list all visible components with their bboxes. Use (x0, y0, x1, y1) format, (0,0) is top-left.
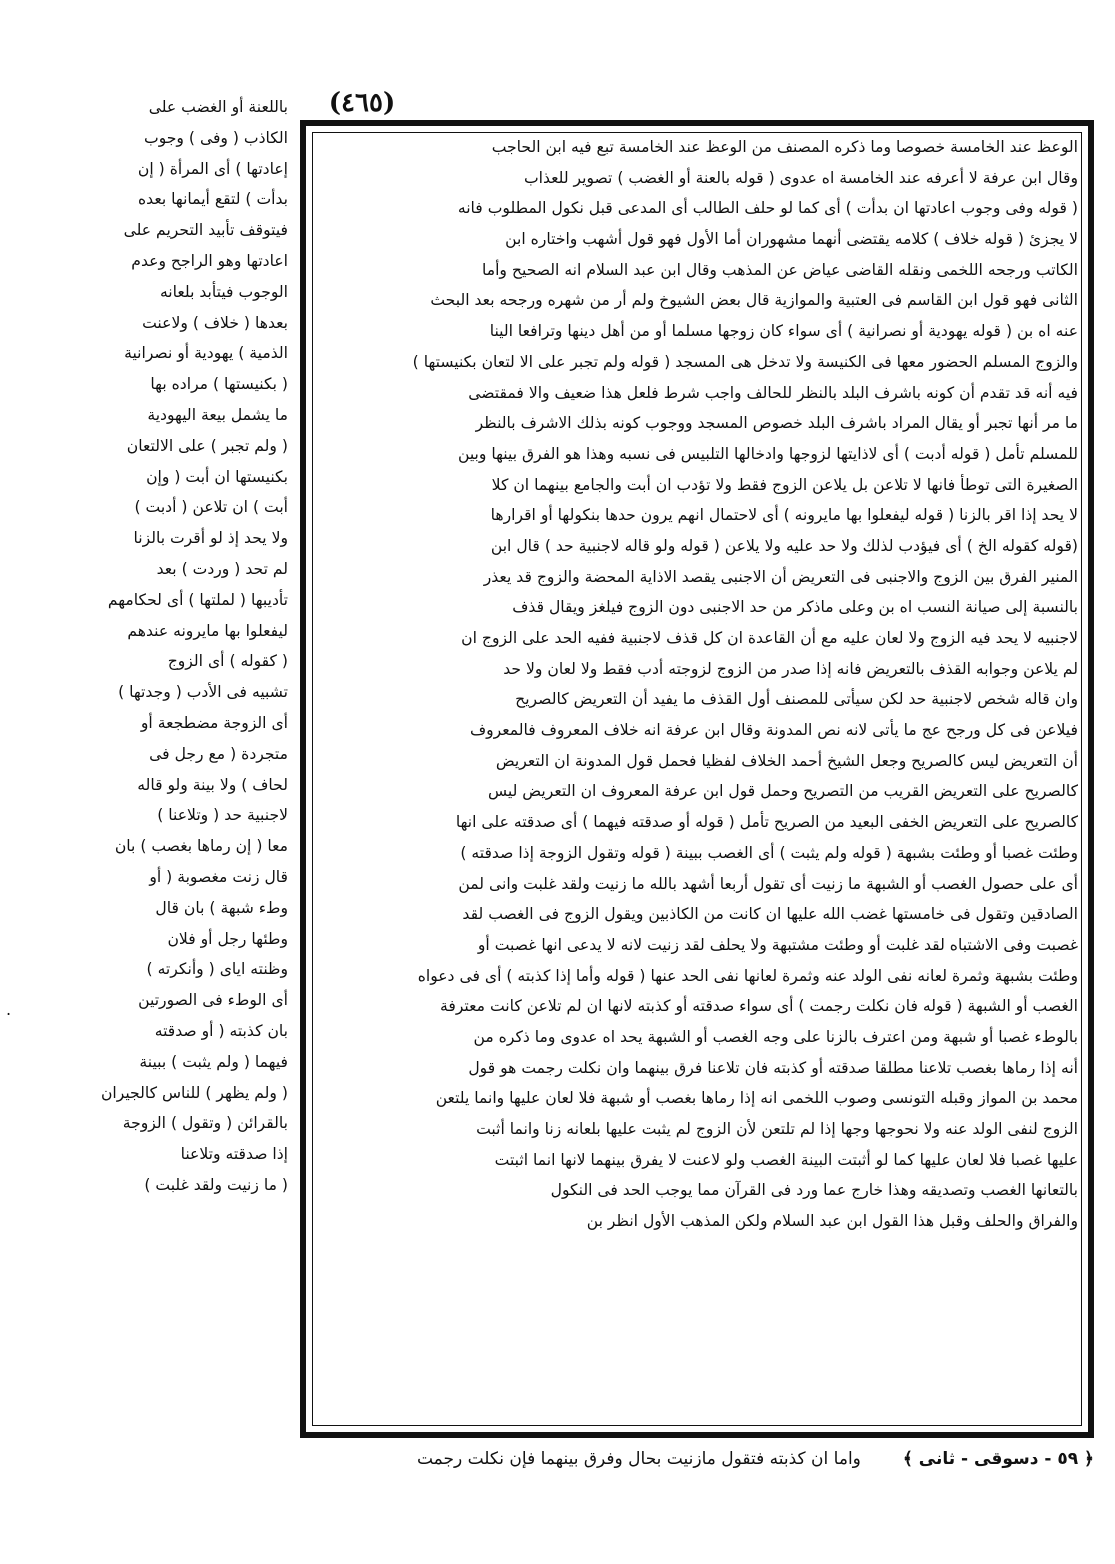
main-text-line: لاجنبيه لا يحد فيه الزوج ولا لعان عليه مع أن القاعدة ان كل قذف لاجنبية ففيه الحد على الزوج ان (461, 629, 1078, 647)
margin-text-line: ( ولم تجبر ) على الالتعان (126, 436, 288, 455)
margin-text-line: ( بكنيستها ) مراده بها (150, 375, 288, 394)
main-text-line: لا يحد إذا اقر بالزنا ( قوله ليفعلوا بها مايرونه ) أى لاحتمال انهم يرون حدها بنكولها أو اقرارها (490, 506, 1078, 525)
margin-text-line: اعادتها وهو الراجح وعدم (131, 251, 288, 270)
margin-text-line: إعادتها ) أى المرأة ( إن (137, 159, 288, 178)
margin-text-line: بكنيستها ان أبت ( وإن (146, 467, 288, 486)
main-text-line: الصادقين وتقول فى خامستها غضب الله عليها ان كانت من الكاذبين ويقول الزوج فى الغصب لقد (462, 905, 1078, 924)
margin-text-line: ( ما زنيت ولقد غلبت ) (144, 1175, 288, 1194)
main-text-line: أنه إذا رماها بغصب تلاعنا مطلقا صدقته أو كذبته فان تلاعنا فرق بينهما وان نكلت رجمت هو قول (468, 1058, 1078, 1077)
main-text-line: أن التعريض ليس كالصريح وجعل الشيخ أحمد الخلاف لفظيا فحمل قول المدونة ان التعريض (495, 751, 1078, 770)
main-text-line: لا يجزئ ( قوله خلاف ) كلامه يقتضى أنهما مشهوران أما الأول فهو قول أشهب واختاره ابن (505, 230, 1078, 249)
margin-text-line: الكاذب ( وفى ) وجوب (144, 128, 288, 147)
main-text-line: كالصريح على التعريض القريب من التصريح وحمل قول ابن عرفة المعروف ان التعريض ليس (488, 782, 1078, 801)
main-text-line: وقال ابن عرفة لا أعرفه عند الخامسة اه عدوى ( قوله بالعنة أو الغضب ) تصوير للعذاب (523, 168, 1078, 187)
margin-text-line: بدأت ) لتقع أيمانها بعده (137, 190, 288, 209)
margin-text-line: وطئها رجل أو فلان (167, 929, 288, 948)
margin-text-line: لاجنبية حد ( وتلاعنا ) (157, 806, 288, 825)
main-text-line: الزوج لنفى الولد عنه ولا نحوجها وجها إذا لم تلتعن لأن الزوج لم يثبت عليها بلعانه زنا وانما أثبت (476, 1120, 1078, 1138)
margin-text-line: إذا صدقته وتلاعنا (180, 1145, 288, 1164)
main-text-line: غصبت وفى الاشتباه لقد غلبت أو وطئت مشتبهة ولا يحلف لقد زنيت لانه لا يدعى انها غصبت أو (477, 935, 1078, 954)
page-footer (300, 1442, 1094, 1476)
margin-text-line: تأديبها ( لملتها ) أى لحكامهم (107, 590, 288, 609)
margin-text-line: لحاف ) ولا بينة ولو قاله (137, 775, 288, 794)
margin-text-line: وطء شبهة ) بان قال (155, 898, 288, 917)
main-text-line: الوعظ عند الخامسة خصوصا وما ذكره المصنف من الوعظ عند الخامسة تبع فيه ابن الحاجب (491, 138, 1078, 156)
main-text-line: الغصب أو الشبهة ( قوله فان نكلت رجمت ) أى سواء صدقته أو كذبته لانها ان لم تلاعن كانت معترفة (440, 997, 1078, 1016)
margin-text-line: أبت ) ان تلاعن ( أدبت ) (134, 498, 288, 517)
margin-text-line: متجردة ( مع رجل فى (149, 744, 288, 763)
main-text-line: بالنسبة إلى صيانة النسب اه بن وعلى ماذكر من حد الاجنبى دون الزوج فيلغز ويقال قذف (512, 598, 1078, 617)
margin-text-line: فيهما ( ولم يثبت ) ببينة (139, 1052, 288, 1071)
margin-text-line: بعدها ( خلاف ) ولاعنت (142, 313, 288, 332)
main-text-line: والفراق والحلف وقبل هذا القول ابن عبد السلام ولكن المذهب الأول انظر بن (586, 1212, 1078, 1231)
margin-text-line: معا ( إن رماها بغصب ) بان (114, 837, 288, 856)
main-text-line: بالوطء غصبا أو شبهة ومن اعترف بالزنا على وجه الغصب أو الشبهة يحد اه عدوى وما ذكره من (473, 1027, 1078, 1046)
main-text-line: محمد بن المواز وقبله التونسى وصوب اللخمى انه إذا رماها بغصب أو شبهة فلا لعان عليها وانما يلتعن (435, 1089, 1078, 1108)
main-text-line: فيلاعن فى كل ورجح عج ما يأتى لانه نص المدونة وقال ابن عرفة انه خلاف المعروف فالمعروف (469, 721, 1078, 740)
main-text-line: ( قوله وفى وجوب اعادتها ان بدأت ) أى كما لو حلف الطالب أى المدعى قبل نكول المطلوب فانه (457, 199, 1078, 218)
margin-text-line: تشبيه فى الأدب ( وجدتها ) (118, 683, 288, 702)
margin-text-line: فيتوقف تأبيد التحريم على (123, 221, 288, 240)
margin-text-line: ولا يحد إذ لو أقرت بالزنا (133, 529, 288, 548)
margin-text-line: قال زنت مغصوبة ( أو (149, 867, 288, 886)
page-number: (٤٦٥) (328, 88, 396, 118)
main-text-line: وطئت غصبا أو وطئت بشبهة ( قوله ولم يثبت ) أى الغصب ببينة ( قوله وتقول الزوجة إذا صدقته ) (460, 843, 1078, 862)
margin-text-line: أى الوطء فى الصورتين (138, 991, 288, 1010)
main-text-line: ما مر أنها تجبر أو يقال المراد باشرف البلد خصوص المسجد ووجوب كونه بذلك الاشرف بالنظر (475, 414, 1078, 433)
margin-text-line: بان كذبته ( أو صدقته (154, 1021, 288, 1040)
margin-text-line: أى الزوجة مضطجعة أو (140, 713, 288, 732)
margin-text-line: بالقرائن ( وتقول ) الزوجة (122, 1114, 288, 1133)
margin-text-line: ليفعلوا بها مايرونه عندهم (127, 621, 288, 640)
main-text-line: فيه أنه قد تقدم أن كونه باشرف البلد بالنظر للحالف واجب شرط فلعل هذا ضعيف والا فمقتضى (468, 383, 1078, 402)
margin-text-line: الذمية ) يهودية أو نصرانية (124, 344, 288, 363)
main-text-line: وطئت بشبهة وثمرة لعانه نفى الولد عنه وثمرة لعانها نفى الحد عنها ( قوله وأما إذا كذبته ) أى فى دعواه (417, 966, 1078, 985)
margin-text-line: ( ولم يظهر ) للناس كالجيران (100, 1083, 288, 1102)
margin-text-line: ( كقوله ) أى الزوج (167, 652, 288, 671)
main-text-line: المنير الفرق بين الزوج والاجنبى فى التعريض أن الاجنبى يقصد الاذاية المحضة والزوج قد يعذر (483, 567, 1078, 586)
main-text-line: بالتعانها الغصب وتصديقه وهذا خارج عما ورد فى القرآن مما يوجب الحد فى النكول (550, 1181, 1078, 1200)
main-text-line: (قوله كقوله الخ ) أى فيؤدب لذلك ولا حد عليه ولا يلاعن ( قوله ولو قاله لاجنبية حد ) قال ابن (490, 536, 1078, 555)
margin-text-line: وظنته اياى ( وأنكرته ) (146, 960, 288, 979)
margin-text-line: ما يشمل بيعة اليهودية (147, 405, 288, 424)
main-text-line: الصغيرة التى توطأ فانها لا تلاعن بل يلاعن الزوج فقط ولا تؤدب ان أبت والجامع بينهما ان كلا (491, 475, 1078, 494)
margin-commentary-text (18, 92, 288, 1467)
main-text-line: أى على حصول الغصب أو الشبهة ما زنيت أى تقول أربعا أشهد بالله ما زنيت ولقد غلبت وانى لمن (458, 874, 1078, 893)
footer-catchword-line: واما ان كذبته فتقول مازنيت بحال وفرق بينهما فإن نكلت رجمت (416, 1449, 861, 1469)
main-text-line: وان قاله شخص لاجنبية حد لكن سيأتى للمصنف أول القذف ما يفيد أن التعريض كالصريح (515, 690, 1078, 709)
main-text-line: والزوج المسلم الحضور معها فى الكنيسة ولا تدخل هى المسجد ( قوله ولم تجبر على الا لتعان بكنيستها ) (412, 352, 1078, 371)
margin-text-line: الوجوب فيتأبد بلعانه (159, 282, 288, 301)
main-text-line: كالصريح على التعريض الخفى البعيد من الصريح تأمل ( قوله أو صدقته فيهما ) أى صدقته على انها (455, 813, 1078, 832)
main-text-line: الكاتب ورجحه اللخمى ونقله القاضى عياض عن المذهب وقال ابن عبد السلام انه الصحيح وأما (482, 260, 1078, 279)
main-commentary-text (318, 132, 1078, 1424)
main-text-line: للمسلم تأمل ( قوله أدبت ) أى لاذايتها لزوجها وادخالها التلبيس فى نسبه وهذا هو الفرق بينها وبين (457, 444, 1078, 463)
main-text-line: عنه اه بن ( قوله يهودية أو نصرانية ) أى سواء كان زوجها مسلما أو من أهل دينها وترافعا الينا (489, 322, 1078, 341)
main-text-line: لم يلاعن وجوابه القذف بالتعريض فانه إذا صدر من الزوج لزوجته أدب فقط ولا لعان ولا حد (503, 659, 1078, 678)
margin-text-line: لم تحد ( وردت ) بعد (156, 559, 288, 578)
margin-text-line: باللعنة أو الغضب على (148, 98, 288, 116)
footer-signature: ﴿ ٥٩ - دسوقى - ثانى ﴾ (902, 1449, 1094, 1469)
margin-mark: . (6, 1000, 12, 1019)
main-text-line: عليها غصبا فلا لعان عليها كما لو أثبتت البينة الغصب ولو لاعنت لا يفرق بينهما لانها انما اثبتت (494, 1150, 1078, 1169)
main-text-line: الثانى فهو قول ابن القاسم فى العتبية والموازية قال بعض الشيوخ ولم أر من شهره ورجحه بعد البحث (430, 291, 1078, 310)
